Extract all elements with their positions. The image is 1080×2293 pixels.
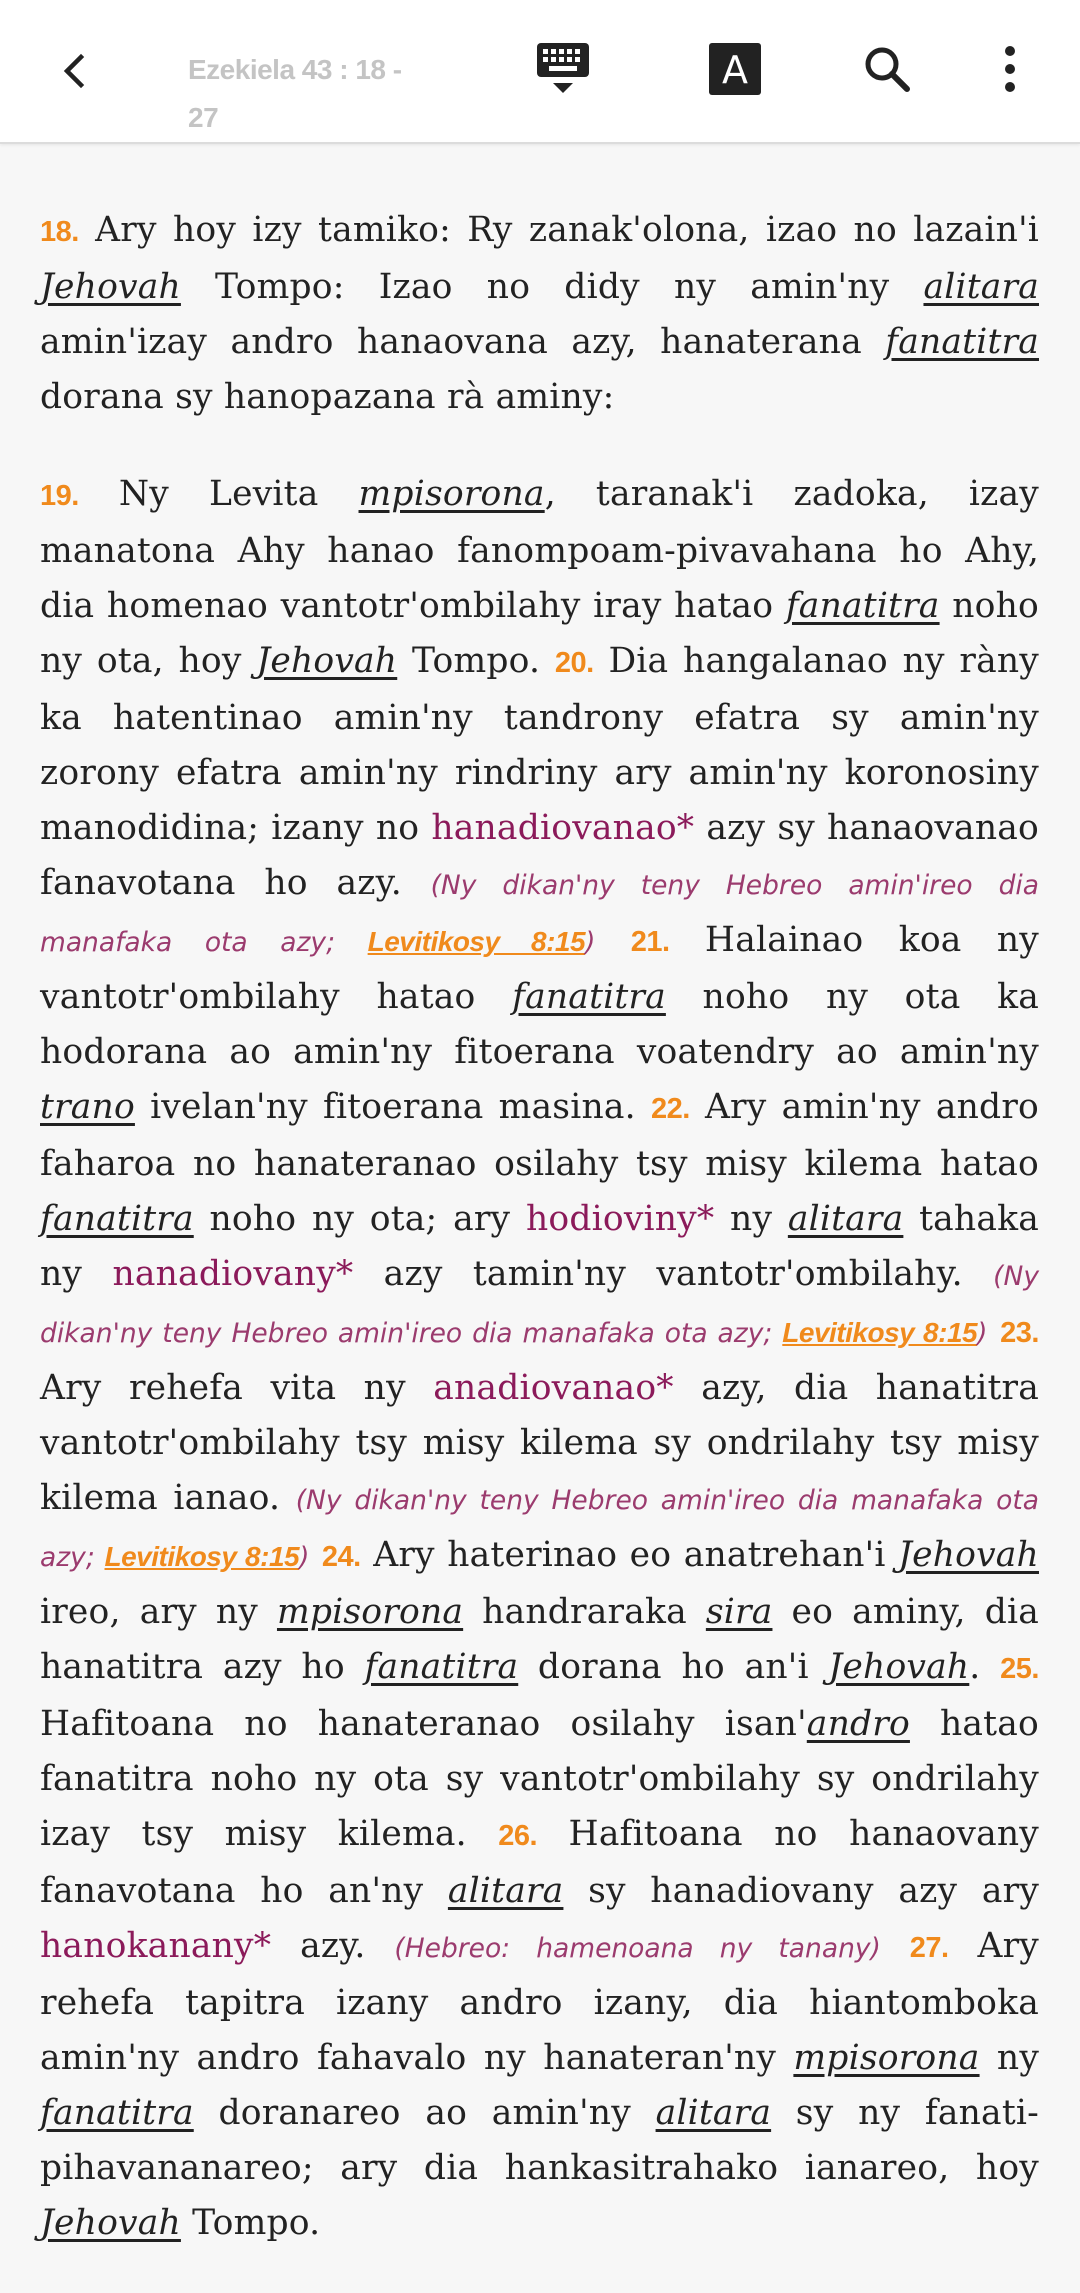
verse-number: 22. <box>650 1093 690 1125</box>
word-link[interactable]: mpisorona <box>793 2038 980 2078</box>
verse-text: azy tamin'ny vantotr'ombilahy. <box>353 1254 994 1294</box>
glossary-term[interactable]: anadiovanao* <box>433 1368 674 1408</box>
verse-text <box>987 1311 1000 1351</box>
font-size-button[interactable] <box>700 34 770 104</box>
page-title: Ezekiela 43 : 18 - 27 <box>188 54 402 133</box>
verse-number: 24. <box>321 1541 361 1573</box>
verse-text: Ary rehefa vita ny <box>40 1368 434 1408</box>
glossary-term[interactable]: hanokanany* <box>40 1926 272 1966</box>
verse-text <box>881 1926 910 1966</box>
chevron-left-icon <box>55 51 95 91</box>
glossary-term[interactable]: hanadiovanao* <box>431 808 695 848</box>
keyboard-icon <box>534 39 592 99</box>
more-options-button[interactable] <box>985 34 1035 104</box>
verse-text: Ary haterinao eo anatrehan'i <box>360 1535 899 1575</box>
word-link[interactable]: sira <box>705 1592 773 1632</box>
verse-number: 26. <box>498 1820 538 1852</box>
verse-text: ny <box>979 2038 1040 2078</box>
verse-text: Hafitoana no hanateranao osilahy isan' <box>40 1704 807 1744</box>
verse-text: dorana ho an'i <box>518 1647 829 1687</box>
keyboard-button[interactable] <box>528 34 598 104</box>
footnote-text: ) <box>977 1318 988 1349</box>
word-link[interactable]: Jehovah <box>828 1647 970 1687</box>
cross-reference-link[interactable]: Levitikosy 8:15 <box>367 926 586 957</box>
verse-number: 19. <box>40 480 79 512</box>
word-link[interactable]: mpisorona <box>276 1592 464 1632</box>
verse-text: Hafitoana no hanaovany fanavotana ho an'ny <box>40 1814 1039 1911</box>
verse-text: Halainao koa ny vantotr'ombilahy hatao <box>40 920 1040 1017</box>
word-link[interactable]: trano <box>40 1087 135 1127</box>
verse-text: azy. <box>271 1926 395 1966</box>
word-link[interactable]: alitara <box>923 267 1039 307</box>
verse-text: doranareo ao amin'ny <box>193 2093 656 2133</box>
glossary-term[interactable]: hodioviny* <box>525 1199 715 1239</box>
verse-number: 21. <box>630 926 670 958</box>
verse-text: noho ny ota; ary <box>193 1199 526 1239</box>
footnote-text: ) <box>585 927 596 958</box>
cross-reference-link[interactable]: Levitikosy 8:15 <box>782 1317 978 1348</box>
verse-text: Ny Levita <box>78 474 359 514</box>
font-letter: A <box>722 48 748 92</box>
verse-text: noho ny ota, hoy <box>40 586 1039 681</box>
verse-text: Ary hoy izy tamiko: Ry zanak'olona, izao no lazain'i <box>78 210 1039 250</box>
verse-number: 20. <box>554 647 594 679</box>
footnote-text: (Ny dikan'ny teny Hebreo amin'ireo dia manafaka ota azy; <box>40 1261 1040 1349</box>
word-link[interactable]: fanatitra <box>512 977 666 1017</box>
footnote-text: (Ny dikan'ny teny Hebreo amin'ireo dia manafaka ota azy; <box>40 1485 1039 1573</box>
word-link[interactable]: mpisorona <box>358 474 545 514</box>
verse-text: azy sy hanaovanao fanavotana ho azy. <box>40 808 1039 903</box>
word-link[interactable]: fanatitra <box>40 1199 194 1239</box>
verse-text: noho ny ota ka hodorana ao amin'ny fitoerana voatendry ao amin'ny <box>40 977 1039 1072</box>
verse-text: Ary rehefa tapitra izany andro izany, dia hiantomboka amin'ny andro fahavalo ny hanateran'ny <box>40 1926 1039 2078</box>
verse-text: hatao fanatitra noho ny ota sy vantotr'ombilahy sy ondrilahy izay tsy misy kilema. <box>40 1704 1039 1854</box>
back-button[interactable] <box>40 36 110 106</box>
word-link[interactable]: fanatitra <box>40 2093 194 2133</box>
verse-text: Ary amin'ny andro faharoa no hanateranao osilahy tsy misy kilema hatao <box>40 1087 1040 1184</box>
word-link[interactable]: Jehovah <box>898 1535 1039 1575</box>
chapter-text <box>40 203 1039 2293</box>
word-link[interactable]: alitara <box>787 1199 904 1239</box>
verse-text: , taranak'i zadoka, izay manatona Ahy hanao fanompoam-pivavahana ho Ahy, dia homenao vantotr'ombilahy iray hatao <box>40 474 1039 626</box>
search-button[interactable] <box>852 34 922 104</box>
verse-text: sy ny fanati-pihavananareo; ary dia hankasitrahako ianareo, hoy <box>40 2093 1039 2188</box>
verse-text: dorana sy hanopazana rà aminy: <box>40 377 615 417</box>
footnote-text: (Hebreo: hamenoana ny tanany) <box>394 1933 881 1964</box>
verse-text: eo aminy, dia hanatitra azy ho <box>40 1592 1039 1687</box>
word-link[interactable]: alitara <box>655 2093 772 2133</box>
more-vertical-icon <box>1000 44 1020 94</box>
paragraph <box>40 467 1039 2251</box>
verse-text: sy hanadiovany azy ary <box>563 1871 1040 1911</box>
verse-text <box>595 920 630 960</box>
verse-text: Dia hangalanao ny ràny ka hatentinao amin'ny tandrony efatra sy amin'ny zorony efatra amin'ny rindriny ary amin'ny koronosiny manodidina; izany no <box>40 641 1039 848</box>
paragraph <box>40 203 1039 425</box>
word-link[interactable]: fanatitra <box>364 1647 519 1687</box>
word-link[interactable]: alitara <box>447 1871 564 1911</box>
word-link[interactable]: Jehovah <box>40 267 181 307</box>
verse-text: tahaka ny <box>40 1199 1039 1294</box>
word-link[interactable]: andro <box>806 1704 910 1744</box>
verse-text: Tompo. <box>397 641 555 681</box>
verse-text: ireo, ary ny <box>40 1592 277 1632</box>
font-size-icon <box>707 41 763 97</box>
verse-text: ivelan'ny fitoerana masina. <box>134 1087 651 1127</box>
verse-number: 25. <box>1000 1653 1039 1685</box>
top-app-bar <box>0 0 1080 144</box>
verse-text <box>309 1535 321 1575</box>
word-link[interactable]: fanatitra <box>785 586 940 626</box>
verse-text: . <box>969 1647 1001 1687</box>
verse-text: azy, dia hanatitra vantotr'ombilahy tsy misy kilema sy ondrilahy tsy misy kilema ianao. <box>40 1368 1039 1518</box>
verse-text: handraraka <box>463 1592 706 1632</box>
verse-text: ny <box>714 1199 788 1239</box>
verse-text: amin'izay andro hanaovana azy, hanaterana <box>40 322 886 362</box>
word-link[interactable]: fanatitra <box>885 322 1039 362</box>
verse-number: 27. <box>909 1932 949 1964</box>
word-link[interactable]: Jehovah <box>256 641 398 681</box>
verse-text: Tompo. <box>180 2203 321 2243</box>
verse-number: 18. <box>40 216 79 248</box>
search-icon <box>862 44 912 94</box>
cross-reference-link[interactable]: Levitikosy 8:15 <box>104 1541 300 1572</box>
footnote-text: ) <box>299 1542 310 1573</box>
verse-number: 23. <box>1000 1317 1039 1349</box>
footnote-text: (Ny dikan'ny teny Hebreo amin'ireo dia manafaka ota azy; <box>40 870 1039 958</box>
verse-text: Tompo: Izao no didy ny amin'ny <box>180 267 924 307</box>
glossary-term[interactable]: nanadiovany* <box>112 1254 354 1294</box>
word-link[interactable]: Jehovah <box>40 2203 181 2243</box>
